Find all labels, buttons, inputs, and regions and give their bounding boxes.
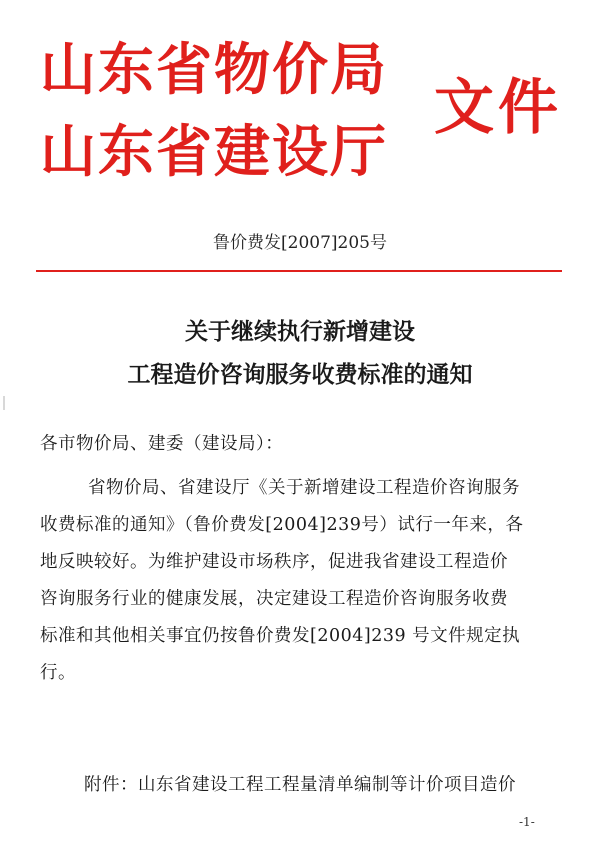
issuer-name-construction-dept: 山东省建设厅 bbox=[40, 120, 388, 185]
red-divider-line bbox=[36, 270, 562, 272]
scan-artifact bbox=[3, 396, 5, 410]
body-line: 收费标准的通知》（鲁价费发[2004]239号）试行一年来，各 bbox=[40, 515, 524, 535]
document-number: 鲁价费发[2007]205号 bbox=[213, 233, 387, 253]
document-title-line-1: 关于继续执行新增建设 bbox=[185, 318, 415, 345]
document-type-label: 文件 bbox=[434, 73, 562, 143]
body-line: 标准和其他相关事宜仍按鲁价费发[2004]239 号文件规定执 bbox=[40, 626, 521, 646]
page-number: -1- bbox=[519, 815, 535, 829]
attachment-note: 附件：山东省建设工程工程量清单编制等计价项目造价 bbox=[84, 775, 516, 795]
body-line: 省物价局、省建设厅《关于新增建设工程造价咨询服务 bbox=[88, 478, 520, 498]
addressee: 各市物价局、建委（建设局）： bbox=[40, 434, 284, 454]
body-line: 行。 bbox=[40, 663, 76, 683]
document-title-line-2: 工程造价咨询服务收费标准的通知 bbox=[127, 361, 473, 388]
body-line: 地反映较好。为维护建设市场秩序，促进我省建设工程造价 bbox=[40, 552, 508, 572]
body-line: 咨询服务行业的健康发展，决定建设工程造价咨询服务收费 bbox=[40, 589, 508, 609]
issuer-name-price-bureau: 山东省物价局 bbox=[40, 38, 388, 103]
